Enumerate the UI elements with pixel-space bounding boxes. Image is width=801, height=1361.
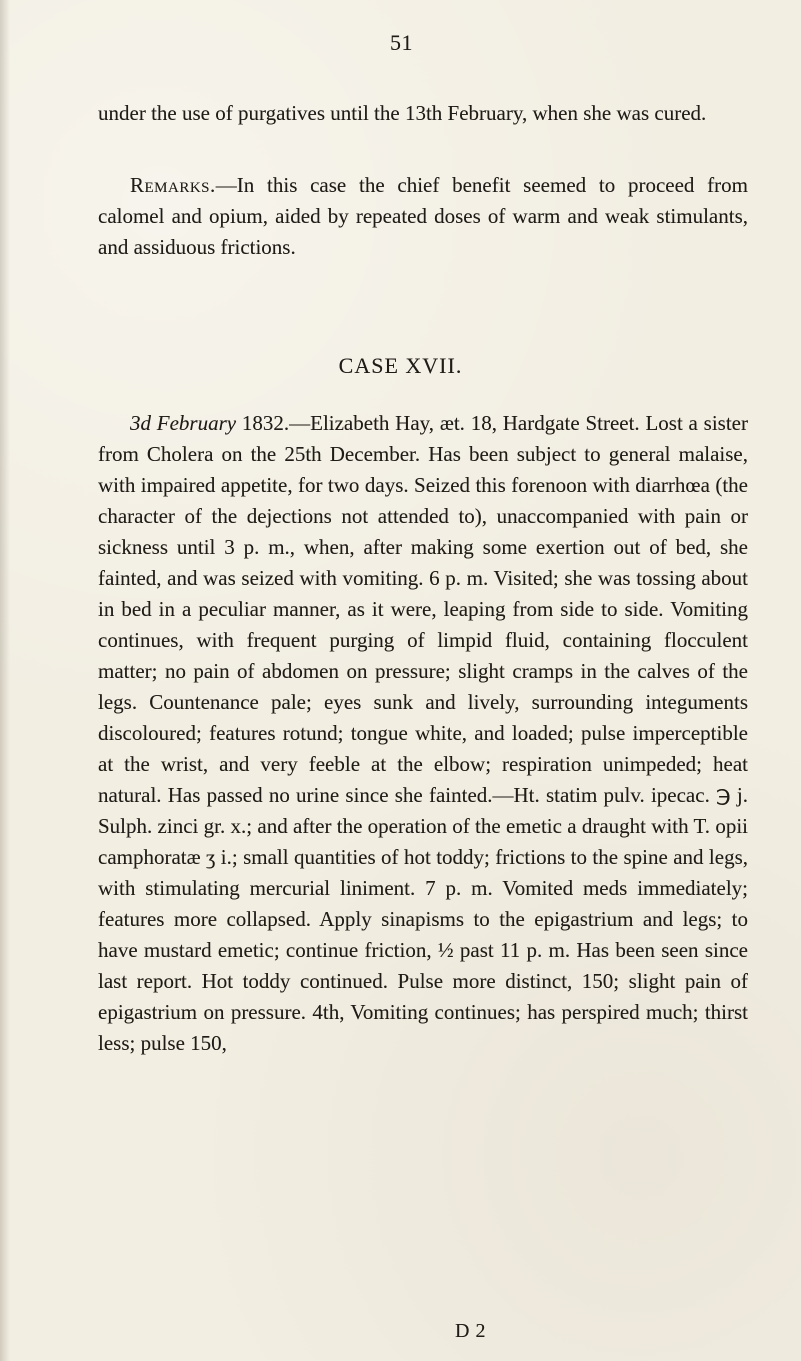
case-body-text: 1832.—Elizabeth Hay, æt. 18, Hardgate Street. Lost a sister from Cholera on the 25th December. Has been subject to general malaise, with impaired appetite, for two days. Seized this forenoon with diarrhœa (the character of the dejections not attended to), unaccompanied with pain or sickness until 3 p. m., when, after making some exertion out of bed, she fainted, and was seized with vomiting. 6 p. m. Visited; she was tossing about in bed in a peculiar manner, as it were, leaping from side to side. Vomiting continues, with frequent purging of limpid fluid, containing flocculent matter; no pain of abdomen on pressure; slight cramps in the calves of the legs. Countenance pale; eyes sunk and lively, surrounding integuments discoloured; features rotund; tongue white, and loaded; pulse imperceptible at the wrist, and very feeble at the elbow; respiration unimpeded; heat natural. Has passed no urine since she fainted.—Ht. statim pulv. ipecac. ℈ j. Sulph. zinci gr. x.; and after the operation of the emetic a draught with T. opii camphoratæ ʒ i.; small quantities of hot toddy; frictions to the spine and legs, with stimulating mercurial liniment. 7 p. m. Vomited meds immediately; features more collapsed. Apply sinapisms to the epigastrium and legs; to have mustard emetic; continue friction, ½ past 11 p. m. Has been seen since last report. Hot toddy continued. Pulse more distinct, 150; slight pain of epigastrium on pressure. 4th, Vomiting continues; has perspired much; thirst less; pulse 150,	[98, 411, 748, 1055]
case-title: CASE XVII.	[338, 353, 463, 378]
case-date: 3d February	[130, 411, 237, 435]
remarks-text: —In this case the chief benefit seemed to proceed from calomel and opium, aided by repeated doses of warm and weak stimulants, and assiduous frictions.	[98, 173, 748, 259]
signature-mark: D 2	[455, 1320, 486, 1342]
page-gutter-shadow	[0, 0, 10, 1361]
page-number: 51	[390, 30, 413, 55]
remarks-paragraph	[98, 170, 748, 263]
remarks-label: Remarks.	[130, 173, 216, 197]
intro-paragraph: under the use of purgatives until the 13th February, when she was cured.	[98, 101, 707, 125]
case-body-paragraph	[98, 408, 748, 1059]
